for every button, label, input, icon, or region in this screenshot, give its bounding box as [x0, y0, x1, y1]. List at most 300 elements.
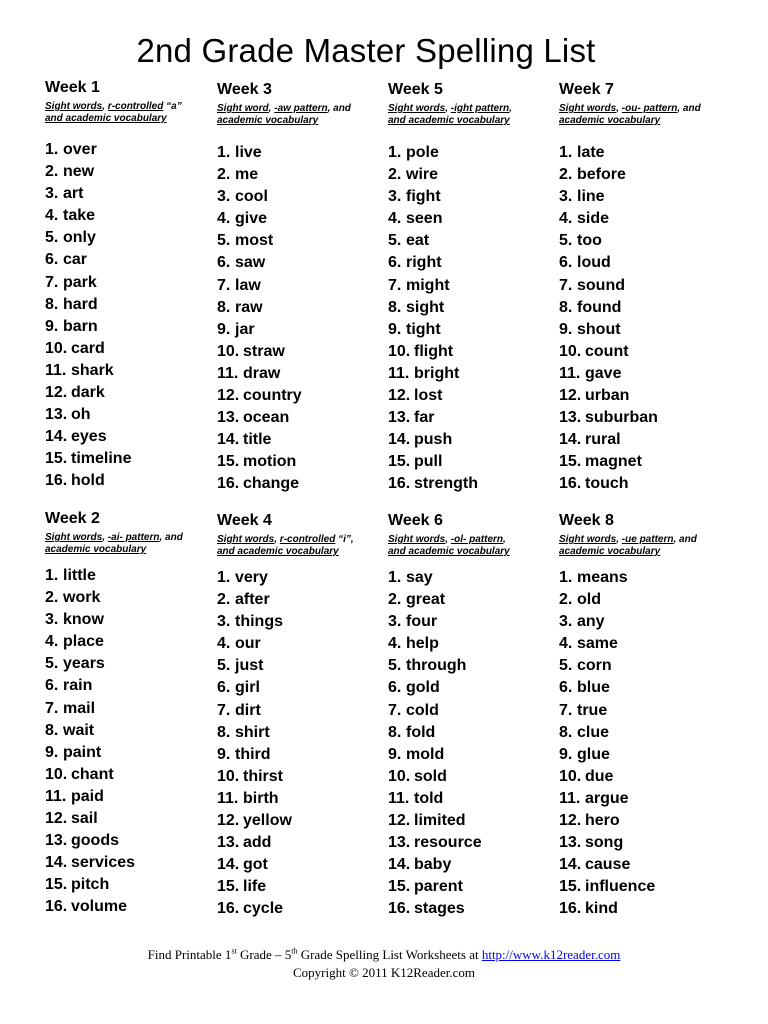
description-part: -ol- pattern — [450, 534, 504, 545]
word-list — [388, 567, 482, 921]
spelling-word: 7. park — [45, 272, 131, 294]
word-text: very — [235, 569, 268, 586]
word-text: parent — [414, 878, 463, 896]
word-text: say — [406, 569, 433, 586]
spelling-word: 8. clue — [559, 722, 655, 744]
word-text: rain — [63, 677, 93, 695]
word-text: little — [63, 567, 96, 584]
word-text: means — [577, 569, 628, 586]
description-part: , — [102, 532, 108, 543]
week-block — [217, 81, 387, 493]
word-text: clue — [577, 723, 610, 741]
description-part: academic vocabulary — [559, 115, 661, 126]
word-text: take — [63, 207, 96, 225]
spelling-word: 2. new — [45, 161, 131, 183]
spelling-word: 2. me — [217, 164, 302, 186]
description-part: , — [102, 101, 108, 112]
week-block — [388, 512, 558, 918]
footer-text-2: Grade – 5 — [236, 947, 292, 962]
spelling-word: 5. just — [217, 655, 292, 677]
word-text: years — [63, 655, 105, 673]
spelling-word: 9. paint — [45, 742, 135, 764]
word-text: gold — [406, 679, 440, 697]
word-text: help — [406, 635, 439, 653]
week-heading: Week 8 — [559, 512, 614, 529]
word-text: me — [235, 166, 259, 184]
word-text: art — [63, 185, 84, 203]
word-text: country — [243, 387, 302, 405]
word-text: volume — [71, 898, 128, 916]
word-text: due — [585, 767, 614, 785]
spelling-word: 16. strength — [388, 473, 478, 495]
spelling-word: 9. jar — [217, 319, 302, 341]
word-text: live — [235, 144, 262, 161]
spelling-word: 16. volume — [45, 896, 135, 918]
spelling-word: 10. card — [45, 338, 131, 360]
spelling-word: 5. years — [45, 653, 135, 675]
spelling-word: 14. cause — [559, 854, 655, 876]
week-heading: Week 6 — [388, 512, 443, 529]
spelling-word: 5. most — [217, 230, 302, 252]
spelling-word: 3. any — [559, 611, 655, 633]
spelling-word: 13. suburban — [559, 407, 658, 429]
week-description — [45, 532, 215, 556]
spelling-word: 1. live — [217, 142, 302, 164]
spelling-word: 11. bright — [388, 363, 478, 385]
word-text: sold — [414, 767, 447, 785]
word-text: give — [235, 210, 268, 228]
spelling-word: 12. hero — [559, 810, 655, 832]
word-text: hold — [71, 472, 105, 490]
spelling-word: 10. chant — [45, 764, 135, 786]
word-text: new — [63, 163, 95, 181]
word-list — [559, 142, 658, 496]
copyright: Copyright © 2011 K12Reader.com — [293, 965, 475, 980]
word-text: draw — [243, 364, 281, 382]
word-text: motion — [243, 453, 297, 471]
spelling-word: 3. things — [217, 611, 292, 633]
spelling-word: 10. thirst — [217, 766, 292, 788]
description-part: and academic vocabulary — [388, 546, 510, 557]
description-part: r-controlled — [279, 534, 336, 545]
word-text: cause — [585, 856, 631, 874]
spelling-word: 11. draw — [217, 363, 302, 385]
spelling-word: 12. lost — [388, 385, 478, 407]
word-text: after — [235, 591, 270, 609]
description-part: , — [616, 103, 622, 114]
spelling-word: 11. shark — [45, 360, 131, 382]
description-part: -aw pattern — [274, 103, 328, 114]
spelling-word: 8. raw — [217, 297, 302, 319]
spelling-word: 11. told — [388, 788, 482, 810]
spelling-word: 1. pole — [388, 142, 478, 164]
word-text: urban — [585, 387, 630, 405]
word-text: shark — [71, 361, 114, 379]
word-text: services — [71, 854, 136, 872]
spelling-word: 10. straw — [217, 341, 302, 363]
spelling-word: 7. dirt — [217, 700, 292, 722]
week-heading: Week 7 — [559, 81, 614, 98]
word-text: sight — [406, 298, 445, 316]
spelling-word: 7. might — [388, 275, 478, 297]
word-text: paid — [71, 787, 104, 805]
word-text: resource — [414, 834, 482, 852]
spelling-word: 7. true — [559, 700, 655, 722]
week-description — [388, 103, 558, 127]
word-text: third — [235, 745, 271, 763]
spelling-word: 8. fold — [388, 722, 482, 744]
word-text: add — [243, 834, 272, 852]
description-part: Sight words — [388, 103, 446, 114]
description-part: -ou- pattern — [621, 103, 678, 114]
spelling-word: 13. far — [388, 407, 478, 429]
week-heading: Week 3 — [217, 81, 272, 98]
word-text: thirst — [243, 767, 283, 785]
spelling-word: 15. motion — [217, 451, 302, 473]
description-part: -ue pattern — [621, 534, 674, 545]
word-text: lost — [414, 387, 443, 405]
spelling-word: 7. cold — [388, 700, 482, 722]
word-text: magnet — [585, 453, 642, 471]
footer-sup-2: th — [291, 946, 298, 956]
spelling-word: 9. shout — [559, 319, 658, 341]
spelling-word: 9. barn — [45, 316, 131, 338]
spelling-word: 15. pitch — [45, 874, 135, 896]
week-heading: Week 1 — [45, 79, 100, 96]
description-part: , — [445, 534, 451, 545]
spelling-word: 12. limited — [388, 810, 482, 832]
word-list — [388, 142, 478, 496]
word-text: baby — [414, 856, 452, 874]
spelling-word: 13. ocean — [217, 407, 302, 429]
page-title: 2nd Grade Master Spelling List — [136, 32, 596, 69]
week-block — [217, 512, 387, 918]
spelling-word: 4. our — [217, 633, 292, 655]
word-text: cool — [235, 188, 268, 206]
spelling-word: 13. oh — [45, 404, 131, 426]
word-text: law — [235, 276, 261, 294]
word-list — [45, 565, 135, 919]
spelling-word: 13. song — [559, 832, 655, 854]
description-part: , and — [159, 532, 183, 543]
spelling-word: 1. late — [559, 142, 658, 164]
description-part: , — [445, 103, 451, 114]
week-description — [559, 534, 729, 558]
spelling-word: 10. flight — [388, 341, 478, 363]
word-text: kind — [585, 900, 618, 918]
word-text: oh — [71, 406, 91, 424]
spelling-word: 1. say — [388, 567, 482, 589]
week-block — [559, 512, 729, 918]
word-text: girl — [235, 679, 260, 697]
spelling-word: 9. mold — [388, 744, 482, 766]
spelling-word: 8. sight — [388, 297, 478, 319]
spelling-word: 2. old — [559, 589, 655, 611]
word-text: shout — [577, 320, 621, 338]
spelling-word: 7. mail — [45, 698, 135, 720]
week-block — [45, 510, 215, 916]
description-part: “i”, — [335, 534, 354, 545]
word-list — [217, 567, 292, 921]
spelling-word: 9. tight — [388, 319, 478, 341]
spelling-word: 6. rain — [45, 675, 135, 697]
description-part: and academic vocabulary — [388, 115, 510, 126]
word-text: pole — [406, 144, 439, 161]
word-text: our — [235, 635, 261, 653]
spelling-word: 1. little — [45, 565, 135, 587]
spelling-word: 6. girl — [217, 677, 292, 699]
week-heading: Week 5 — [388, 81, 443, 98]
spelling-word: 4. help — [388, 633, 482, 655]
spelling-word: 10. count — [559, 341, 658, 363]
word-text: timeline — [71, 450, 132, 468]
spelling-word: 1. very — [217, 567, 292, 589]
word-text: goods — [71, 832, 119, 850]
description-part: -ight pattern — [450, 103, 510, 114]
word-text: work — [63, 589, 101, 607]
word-text: touch — [585, 475, 629, 493]
word-text: rural — [585, 431, 621, 449]
spelling-word: 12. dark — [45, 382, 131, 404]
spelling-word: 4. take — [45, 205, 131, 227]
spelling-word: 11. birth — [217, 788, 292, 810]
spelling-word: 6. blue — [559, 677, 655, 699]
word-text: push — [414, 431, 453, 449]
week-description — [559, 103, 729, 127]
word-list — [45, 139, 131, 493]
word-text: four — [406, 613, 438, 631]
word-text: most — [235, 232, 274, 250]
word-text: flight — [414, 342, 454, 360]
footer-sup-1: st — [231, 946, 237, 956]
spelling-word: 10. sold — [388, 766, 482, 788]
spelling-word: 16. cycle — [217, 898, 292, 920]
word-text: only — [63, 229, 96, 247]
spelling-word: 16. touch — [559, 473, 658, 495]
word-text: life — [243, 878, 267, 896]
spelling-word: 5. corn — [559, 655, 655, 677]
spelling-word: 3. four — [388, 611, 482, 633]
spelling-word: 3. fight — [388, 186, 478, 208]
spelling-word: 14. got — [217, 854, 292, 876]
word-text: before — [577, 166, 626, 184]
spelling-word: 11. paid — [45, 786, 135, 808]
word-text: barn — [63, 317, 98, 335]
word-text: fold — [406, 723, 436, 741]
spelling-word: 1. over — [45, 139, 131, 161]
description-part: “a” — [163, 101, 182, 112]
word-text: park — [63, 273, 97, 291]
spelling-word: 6. right — [388, 252, 478, 274]
week-block — [45, 79, 215, 490]
word-text: true — [577, 701, 608, 719]
word-text: things — [235, 613, 283, 631]
spelling-word: 11. gave — [559, 363, 658, 385]
spelling-word: 15. magnet — [559, 451, 658, 473]
word-text: ocean — [243, 409, 290, 427]
description-part: and academic vocabulary — [217, 546, 339, 557]
spelling-word: 4. place — [45, 631, 135, 653]
spelling-word: 14. title — [217, 429, 302, 451]
word-text: side — [577, 210, 610, 228]
word-text: bright — [414, 364, 460, 382]
week-block — [559, 81, 729, 493]
word-list — [559, 567, 655, 921]
word-text: gave — [585, 364, 622, 382]
word-text: card — [71, 339, 105, 357]
description-part: , — [268, 103, 275, 114]
word-text: argue — [585, 789, 629, 807]
spelling-word: 5. eat — [388, 230, 478, 252]
spelling-word: 4. seen — [388, 208, 478, 230]
word-text: far — [414, 409, 435, 427]
word-text: hard — [63, 295, 98, 313]
word-text: count — [585, 342, 629, 360]
description-part: , — [509, 103, 512, 114]
spelling-word: 15. influence — [559, 876, 655, 898]
spelling-word: 4. same — [559, 633, 655, 655]
spelling-word: 2. work — [45, 587, 135, 609]
spelling-word: 14. baby — [388, 854, 482, 876]
word-text: mail — [63, 699, 96, 717]
word-text: paint — [63, 743, 102, 761]
description-part: , — [616, 534, 622, 545]
week-description — [388, 534, 558, 558]
word-text: know — [63, 611, 104, 629]
spelling-word: 12. yellow — [217, 810, 292, 832]
word-text: late — [577, 144, 605, 161]
spelling-word: 14. rural — [559, 429, 658, 451]
word-text: dark — [71, 384, 105, 402]
spelling-word: 2. great — [388, 589, 482, 611]
spelling-word: 3. know — [45, 609, 135, 631]
word-text: glue — [577, 745, 610, 763]
word-text: place — [63, 633, 104, 651]
description-part: academic vocabulary — [45, 544, 147, 555]
spelling-word: 13. resource — [388, 832, 482, 854]
description-part: Sight word — [217, 103, 269, 114]
word-text: mold — [406, 745, 445, 763]
spelling-word: 7. sound — [559, 275, 658, 297]
spelling-word: 16. kind — [559, 898, 655, 920]
spelling-word: 8. found — [559, 297, 658, 319]
spelling-word: 7. law — [217, 275, 302, 297]
spelling-word: 4. give — [217, 208, 302, 230]
spelling-word: 14. push — [388, 429, 478, 451]
word-list — [217, 142, 302, 496]
word-text: wait — [63, 721, 95, 739]
week-block — [388, 81, 558, 493]
word-text: raw — [235, 298, 263, 316]
spelling-word: 9. glue — [559, 744, 655, 766]
spelling-word: 2. before — [559, 164, 658, 186]
spelling-word: 6. loud — [559, 252, 658, 274]
word-text: too — [577, 232, 602, 250]
word-text: chant — [71, 765, 114, 783]
word-text: pull — [414, 453, 443, 471]
k12reader-link[interactable]: http://www.k12reader.com — [481, 947, 621, 962]
description-part: , and — [673, 534, 697, 545]
description-part: r-controlled — [107, 101, 164, 112]
spelling-word: 6. car — [45, 249, 131, 271]
description-part: -ai- pattern — [107, 532, 160, 543]
spelling-word: 6. gold — [388, 677, 482, 699]
spelling-word: 3. art — [45, 183, 131, 205]
footer-text-1: Find Printable 1 — [147, 947, 232, 962]
word-text: great — [406, 591, 446, 609]
spelling-word: 4. side — [559, 208, 658, 230]
word-text: change — [243, 475, 300, 493]
word-text: corn — [577, 657, 612, 675]
spelling-word: 15. parent — [388, 876, 482, 898]
word-text: over — [63, 141, 97, 158]
word-text: old — [577, 591, 601, 609]
word-text: suburban — [585, 409, 658, 427]
word-text: loud — [577, 254, 611, 272]
spelling-word: 13. add — [217, 832, 292, 854]
word-text: through — [406, 657, 467, 675]
spelling-word: 10. due — [559, 766, 655, 788]
spelling-word: 11. argue — [559, 788, 655, 810]
description-part: , — [274, 534, 280, 545]
spelling-word: 15. timeline — [45, 448, 131, 470]
spelling-word: 1. means — [559, 567, 655, 589]
word-text: found — [577, 298, 622, 316]
spelling-word: 2. after — [217, 589, 292, 611]
word-text: same — [577, 635, 618, 653]
description-part: Sight words — [45, 101, 103, 112]
description-part: Sight words — [217, 534, 275, 545]
week-heading: Week 2 — [45, 510, 100, 527]
word-text: fight — [406, 188, 441, 206]
word-text: dirt — [235, 701, 261, 719]
spelling-word: 8. wait — [45, 720, 135, 742]
description-part: academic vocabulary — [217, 115, 319, 126]
spelling-word: 3. cool — [217, 186, 302, 208]
word-text: straw — [243, 342, 285, 360]
week-heading: Week 4 — [217, 512, 272, 529]
spelling-word: 2. wire — [388, 164, 478, 186]
word-text: limited — [414, 812, 466, 830]
word-text: saw — [235, 254, 266, 272]
word-text: eyes — [71, 428, 107, 446]
word-text: eat — [406, 232, 430, 250]
spelling-word: 9. third — [217, 744, 292, 766]
word-text: sail — [71, 810, 98, 828]
spelling-word: 15. life — [217, 876, 292, 898]
spelling-word: 6. saw — [217, 252, 302, 274]
footer-text-3: Grade Spelling List Worksheets at — [297, 947, 482, 962]
word-text: yellow — [243, 812, 292, 830]
word-text: sound — [577, 276, 625, 294]
description-part: , — [503, 534, 506, 545]
word-text: any — [577, 613, 605, 631]
spelling-word: 8. hard — [45, 294, 131, 316]
word-text: just — [235, 657, 264, 675]
word-text: title — [243, 431, 272, 449]
spelling-word: 5. through — [388, 655, 482, 677]
word-text: shirt — [235, 723, 270, 741]
spelling-word: 16. hold — [45, 470, 131, 492]
spelling-word: 12. urban — [559, 385, 658, 407]
description-part: , and — [327, 103, 351, 114]
word-text: got — [243, 856, 268, 874]
spelling-word: 14. services — [45, 852, 135, 874]
description-part: academic vocabulary — [559, 546, 661, 557]
spelling-word: 14. eyes — [45, 426, 131, 448]
spelling-word: 12. country — [217, 385, 302, 407]
week-description — [217, 534, 387, 558]
